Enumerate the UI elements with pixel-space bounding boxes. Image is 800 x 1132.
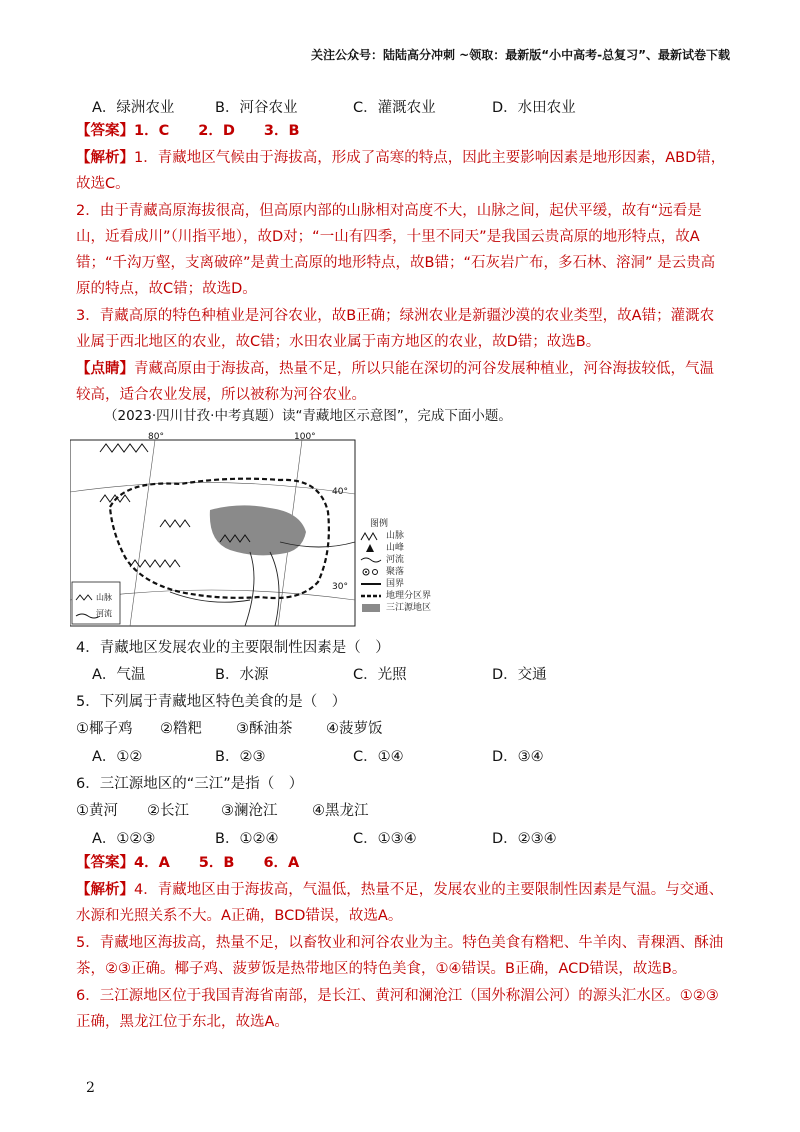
mountain-icon (360, 531, 382, 541)
q3-option-d: D．水田农业 (492, 100, 576, 116)
legend-item-settlement: 聚落 (360, 566, 431, 578)
legend-item-border: 国界 (360, 578, 431, 590)
comment-block (76, 356, 726, 408)
settlement-icon (360, 567, 382, 577)
q5-stem: 5．下列属于青藏地区特色美食的是（ ） (76, 694, 347, 710)
q6-option-c: C．①③④ (353, 831, 417, 847)
answer-block-1 (76, 118, 726, 144)
lon-80-label: 80° (148, 432, 164, 442)
analysis-tag: 【解析】 (76, 150, 134, 166)
q4-stem: 4．青藏地区发展农业的主要限制性因素是（ ） (76, 640, 390, 656)
analysis-p4: 4．青藏地区由于海拔高，气温低，热量不足，发展农业的主要限制性因素是气温。与交通、水源和光照关系不大。A正确，BCD错误，故选A。 (76, 882, 724, 924)
river-icon (360, 555, 382, 565)
answer-text-2: 4．A 5．B 6．A (134, 855, 300, 871)
q5-option-d: D．③④ (492, 749, 544, 765)
analysis-p1: 1．青藏地区气候由于海拔高，形成了高寒的特点，因此主要影响因素是地形因素，ABD错，故选C。 (76, 150, 726, 192)
analysis-p2: 2．由于青藏高原海拔很高，但高原内部的山脉相对高度不大，山脉之间，起伏平缓，故有“远看是山，近看成川”（川指平地），故D对；“一山有四季，十里不同天”是我国云贵高原的地形特点，故A错；“千沟万壑，支离破碎”是黄土高原的地形特点，故B错；“石灰岩广布，多石林、溶洞” 是云贵高原的特点，故C错；故选D。 (76, 203, 716, 297)
analysis-p5: 5．青藏地区海拔高，热量不足，以畜牧业和河谷农业为主。特色美食有糌粑、牛羊肉、青稞酒、酥油茶，②③正确。椰子鸡、菠萝饭是热带地区的特色美食，①④错误。B正确，ACD错误，故选B。 (76, 935, 724, 977)
q5-item-2: ②糌粑 (160, 721, 202, 737)
legend-title: 图例 (370, 519, 389, 529)
border-icon (360, 579, 382, 589)
q3-option-c: C．灌溉农业 (353, 100, 436, 116)
analysis-block-1 (76, 145, 726, 197)
comment-text: 青藏高原由于海拔高，热量不足，所以只能在深切的河谷发展种植业，河谷海拔较低，气温较高，适合农业发展，所以被称为河谷农业。 (76, 361, 714, 403)
q4-option-a: A．气温 (92, 667, 146, 683)
q6-option-b: B．①②④ (215, 831, 279, 847)
lon-100-label: 100° (294, 432, 316, 442)
q4-option-b: B．水源 (215, 667, 269, 683)
q5-item-4: ④菠萝饭 (326, 721, 383, 737)
q4-option-d: D．交通 (492, 667, 547, 683)
lat-30-label: 30° (332, 582, 348, 592)
q6-item-2: ②长江 (147, 803, 189, 819)
q4-option-c: C．光照 (353, 667, 407, 683)
page-number: 2 (86, 1080, 95, 1096)
page-header: 关注公众号：陆陆高分冲刺 ~领取：最新版“小中高考-总复习”、最新试卷下载 (311, 48, 730, 62)
comment-tag: 【点睛】 (76, 361, 134, 377)
answer-text: 1．C 2．D 3．B (134, 123, 300, 139)
legend-item-region-boundary: 地理分区界 (360, 590, 431, 602)
inset-label-mountain: 山脉 (96, 593, 112, 602)
lat-40-label: 40° (332, 487, 348, 497)
q6-option-d: D．②③④ (492, 831, 557, 847)
answer-tag-2: 【答案】 (76, 855, 134, 871)
analysis-p6: 6．三江源地区位于我国青海省南部，是长江、黄河和澜沧江（国外称湄公河）的源头汇水区。①②③正确，黑龙江位于东北，故选A。 (76, 988, 719, 1030)
q6-item-4: ④黑龙江 (312, 803, 369, 819)
q6-item-3: ③澜沧江 (221, 803, 278, 819)
map-legend (360, 518, 431, 614)
q6-item-1: ①黄河 (76, 803, 118, 819)
question-source: （2023·四川甘孜·中考真题）读“青藏地区示意图”，完成下面小题。 (104, 408, 512, 424)
region-boundary-icon (360, 591, 382, 601)
legend-item-peak: 山峰 (360, 542, 431, 554)
analysis-block-2 (76, 877, 726, 929)
q6-stem: 6．三江源地区的“三江”是指（ ） (76, 776, 304, 792)
analysis-p3: 3．青藏高原的特色种植业是河谷农业，故B正确；绿洲农业是新疆沙漠的农业类型，故A错；灌溉农业属于西北地区的农业，故C错；水田农业属于南方地区的农业，故D错；故选B。 (76, 308, 715, 350)
peak-icon (360, 543, 382, 553)
q5-item-3: ③酥油茶 (236, 721, 293, 737)
q5-option-b: B．②③ (215, 749, 266, 765)
q5-item-1: ①椰子鸡 (76, 721, 133, 737)
answer-block-2 (76, 850, 726, 876)
legend-item-mountain: 山脉 (360, 530, 431, 542)
q3-option-a: A．绿洲农业 (92, 100, 175, 116)
legend-item-sanjiangyuan: 三江源地区 (360, 602, 431, 614)
q5-option-c: C．①④ (353, 749, 404, 765)
q5-option-a: A．①② (92, 749, 143, 765)
sanjiangyuan-icon (360, 603, 382, 613)
legend-item-river: 河流 (360, 554, 431, 566)
q3-option-b: B．河谷农业 (215, 100, 298, 116)
analysis-tag-2: 【解析】 (76, 882, 134, 898)
inset-label-river: 河流 (96, 609, 112, 618)
q6-option-a: A．①②③ (92, 831, 156, 847)
answer-tag: 【答案】 (76, 123, 134, 139)
